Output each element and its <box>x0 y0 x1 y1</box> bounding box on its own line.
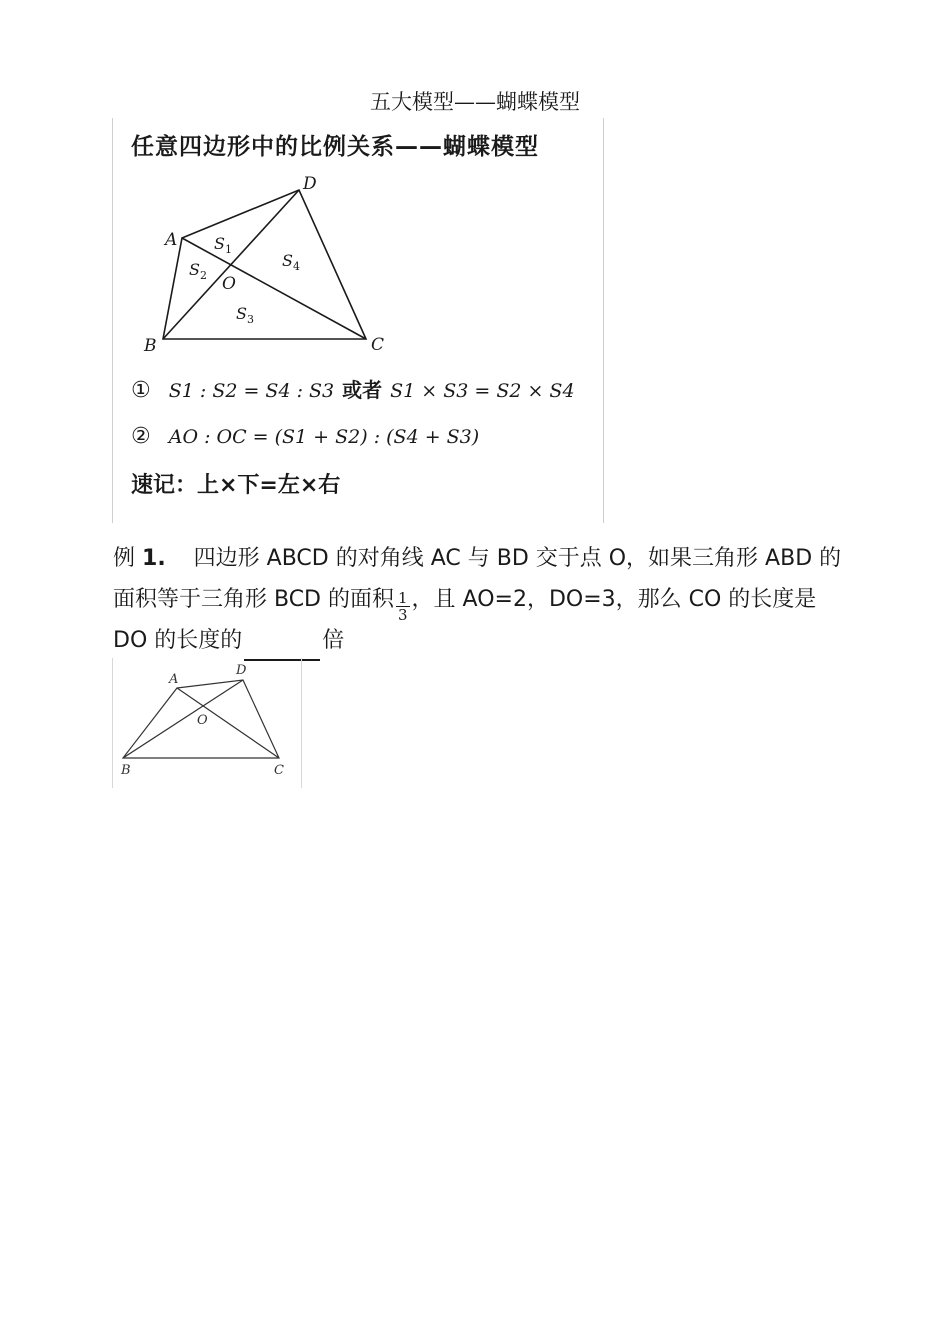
fig2-point-a-label: A <box>169 672 179 687</box>
fig2-point-c-label: C <box>274 763 284 778</box>
example-text-part3: 倍 <box>322 628 345 653</box>
fig2-point-d-label: D <box>236 663 247 678</box>
or-label: 或者 <box>342 378 383 402</box>
example-number: 1. <box>142 546 166 571</box>
document-title: 五大模型——蝴蝶模型 <box>370 90 580 114</box>
trapezoid-diagram <box>113 658 301 788</box>
point-d-label: D <box>303 174 317 194</box>
fraction-numerator: 1 <box>398 588 408 607</box>
formula-2-number: ② <box>131 424 151 449</box>
formula-1a: S1 : S2 = S4 : S3 <box>168 380 335 402</box>
example-figure <box>112 658 302 788</box>
memo-text: 速记：上×下=左×右 <box>131 473 341 498</box>
butterfly-diagram <box>113 118 603 358</box>
fig2-point-b-label: B <box>121 763 131 778</box>
fig2-point-o-label: O <box>197 713 208 728</box>
point-a-label: A <box>165 230 178 250</box>
formula-row-1 <box>131 374 575 403</box>
region-s4-label: $S_4$ <box>282 251 300 273</box>
formula-1b: S1 × S3 = S2 × S4 <box>390 380 575 402</box>
example-text-part1: 四边形 ABCD 的对角线 AC 与 BD 交于点 O，如果三角形 ABD 的面积等于三角形 BCD 的面积 <box>113 546 842 612</box>
point-b-label: B <box>144 336 157 356</box>
region-s1-label: $S_1$ <box>214 234 232 256</box>
point-o-label: O <box>222 274 236 294</box>
formula-2: AO : OC = (S1 + S2) : (S4 + S3) <box>168 426 480 448</box>
example-label: 例 <box>113 546 136 571</box>
formula-1-number: ① <box>131 378 151 403</box>
butterfly-model-panel <box>112 118 604 523</box>
formula-row-2 <box>131 424 479 449</box>
region-s3-label: $S_3$ <box>236 304 254 326</box>
example-text-part2: ，且 AO=2，DO=3，那么 CO 的长度是 DO 的长度的 <box>113 587 817 653</box>
fraction <box>396 590 410 623</box>
answer-blank[interactable] <box>244 629 320 661</box>
model-heading: 任意四边形中的比例关系——蝴蝶模型 <box>131 134 539 160</box>
point-c-label: C <box>371 335 385 355</box>
fraction-denominator: 3 <box>398 605 408 624</box>
example-problem <box>113 538 843 661</box>
region-s2-label: $S_2$ <box>189 260 207 282</box>
